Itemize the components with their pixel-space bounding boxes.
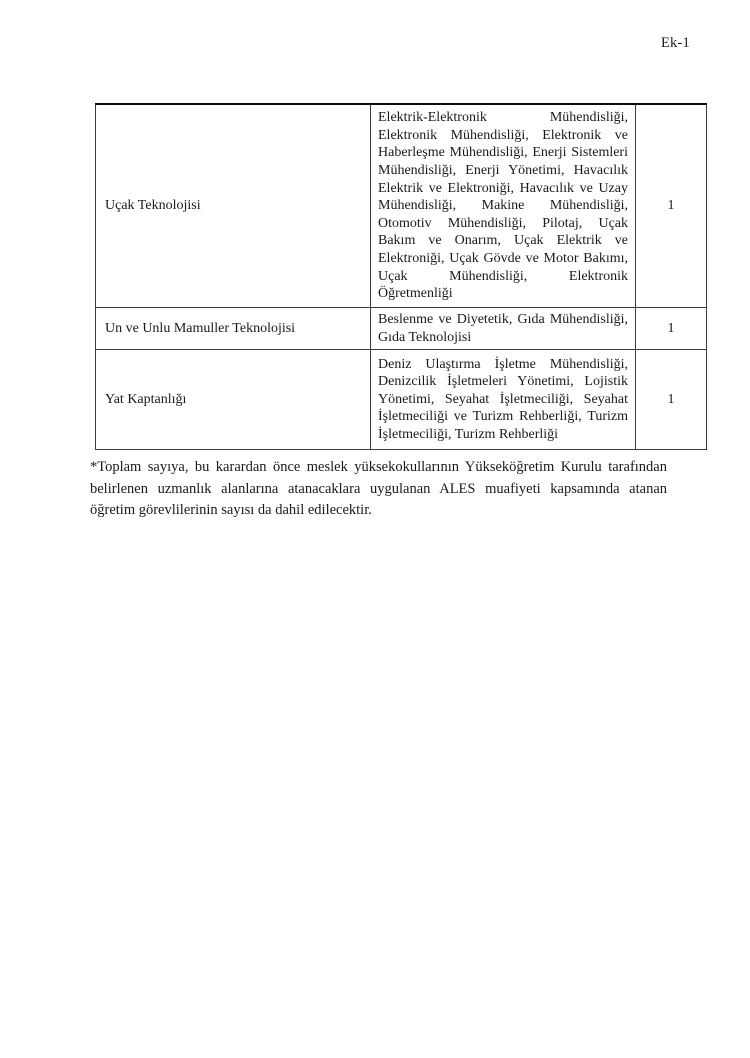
table-row — [96, 350, 707, 450]
related-fields-cell: Deniz Ulaştırma İşletme Mühendisliği, Denizcilik İşletmeleri Yönetimi, Lojistik Yönetimi, Seyahat İşletmeciliği, Seyahat İşletmeciliği ve Turizm Rehberliği, Turizm İşletmeciliği, Turizm Rehberliği — [371, 350, 636, 450]
quota-cell: 1 — [636, 350, 707, 450]
annex-label: Ek-1 — [661, 35, 690, 51]
table-row — [96, 104, 707, 308]
footnote-text: *Toplam sayıya, bu karardan önce meslek yüksekokullarının Yükseköğretim Kurulu tarafından belirlenen uzmanlık alanlarına atanacaklara uygulanan ALES muafiyeti kapsamında atanan öğretim görevlilerinin sayısı da dahil edilecektir. — [90, 459, 667, 518]
table-row — [96, 308, 707, 350]
quota-cell: 1 — [636, 104, 707, 308]
quota-cell: 1 — [636, 308, 707, 350]
program-name-cell: Uçak Teknolojisi — [96, 104, 371, 308]
programs-table — [95, 103, 707, 450]
related-fields-cell: Beslenme ve Diyetetik, Gıda Mühendisliği, Gıda Teknolojisi — [371, 308, 636, 350]
program-name-cell: Yat Kaptanlığı — [96, 350, 371, 450]
program-name-cell: Un ve Unlu Mamuller Teknolojisi — [96, 308, 371, 350]
related-fields-cell: Elektrik-Elektronik Mühendisliği, Elektronik Mühendisliği, Elektronik ve Haberleşme Mühendisliği, Enerji Sistemleri Mühendisliği, Enerji Yönetimi, Havacılık Elektrik ve Elektroniği, Havacılık ve Uzay Mühendisliği, Makine Mühendisliği, Otomotiv Mühendisliği, Pilotaj, Uçak Bakım ve Onarım, Uçak Elektrik ve Elektroniği, Uçak Gövde ve Motor Bakımı, Uçak Mühendisliği, Elektronik Öğretmenliği — [371, 104, 636, 308]
